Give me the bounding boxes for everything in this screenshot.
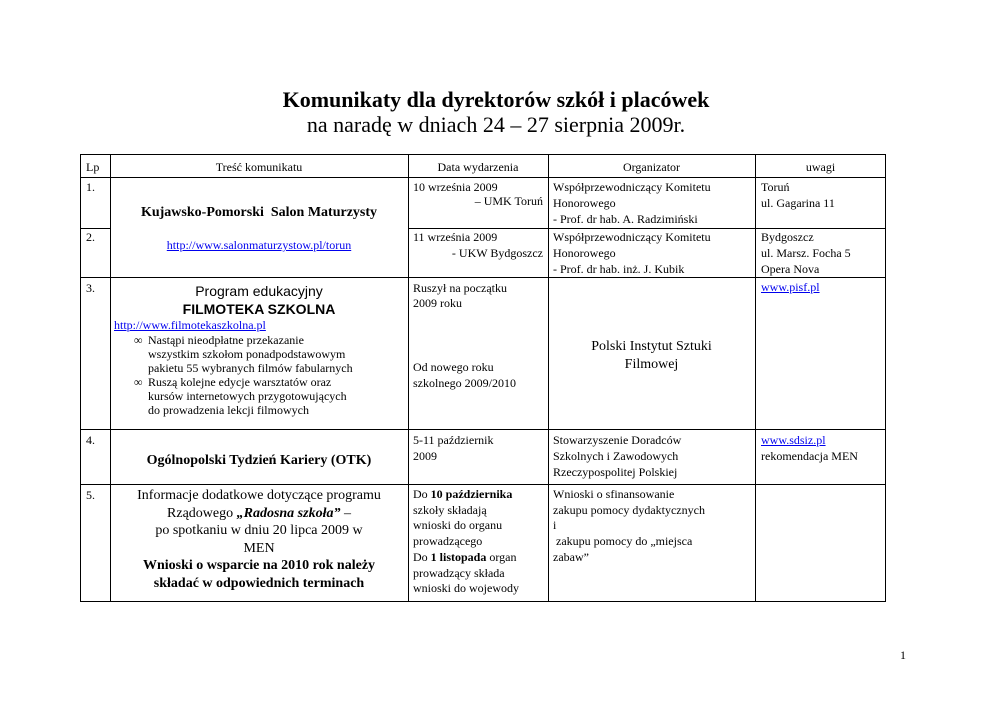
row3-date-b-line1: Od nowego roku <box>413 360 494 374</box>
row5-organizer-line1: Wnioski o sfinansowanie <box>553 487 675 501</box>
row1-notes-line2: ul. Gagarina 11 <box>761 196 835 210</box>
row1-date-line1: 10 września 2009 <box>413 180 498 194</box>
salon-maturzysty-title: Kujawsko-Pomorski Salon Maturzysty <box>140 205 378 220</box>
radosna-line4: MEN <box>243 540 275 556</box>
row5-date-line5-a: Do <box>413 549 431 564</box>
radosna-szkola-block <box>110 487 408 592</box>
infinity-bullet-icon: ∞ <box>134 333 143 347</box>
bullet2-line3: do prowadzenia lekcji filmowych <box>148 403 309 417</box>
row-divider <box>80 429 886 430</box>
row1-organizer-line3: - Prof. dr hab. A. Radzimiński <box>553 212 698 226</box>
filmoteka-link-wrap <box>114 318 266 332</box>
bullet1-line3: pakietu 55 wybranych filmów fabularnych <box>148 361 353 375</box>
row-divider <box>80 228 110 229</box>
row5-organizer-line5: zabaw” <box>553 549 589 564</box>
salon-maturzysty-link[interactable]: http://www.salonmaturzystow.pl/torun <box>166 238 352 252</box>
row5-date-line5-c: organ <box>486 549 517 564</box>
row1-date-line2: – UMK Toruń <box>474 194 543 208</box>
row1-organizer-line1: Współprzewodniczący Komitetu <box>553 180 711 194</box>
row5-organizer-block <box>553 487 705 566</box>
row4-organizer-line3: Rzeczypospolitej Polskiej <box>553 465 678 479</box>
radosna-line5: Wnioski o wsparcie na 2010 rok należy <box>142 558 376 573</box>
row5-organizer-line2: zakupu pomocy dydaktycznych <box>553 502 705 517</box>
bullet2-line1: Ruszą kolejne edycje warsztatów oraz <box>148 375 332 389</box>
row5-organizer-line3: i <box>553 518 557 533</box>
document-subtitle: na naradę w dniach 24 – 27 sierpnia 2009r. <box>306 112 686 137</box>
row2-date-line2: - UKW Bydgoszcz <box>451 246 543 260</box>
row5-date-block <box>413 487 519 597</box>
row3-date-b-line2: szkolnego 2009/2010 <box>413 376 516 390</box>
header-notes: uwagi <box>805 160 836 174</box>
col-divider <box>408 154 409 602</box>
row2-date-line1: 11 września 2009 <box>413 230 498 244</box>
sdsiz-link[interactable]: www.sdsiz.pl <box>761 433 826 447</box>
row-divider <box>80 484 886 485</box>
salon-maturzysty-link-wrap <box>110 238 408 252</box>
radosna-line6: składać w odpowiednich terminach <box>153 575 365 591</box>
row1-notes-line1: Toruń <box>761 180 790 194</box>
infinity-bullet-icon: ∞ <box>134 375 143 389</box>
row5-date-line1-a: Do <box>413 487 431 501</box>
radosna-line2-a: Rządowego <box>167 505 237 521</box>
row5-organizer-line4: zakupu pomocy do „miejsca <box>556 534 693 549</box>
radosna-line1: Informacje dodatkowe dotyczące programu <box>137 488 381 503</box>
list-item <box>114 333 408 375</box>
col-divider <box>755 154 756 602</box>
row2-notes-line3: Opera Nova <box>761 262 820 276</box>
row4-organizer-line2: Szkolnych i Zawodowych <box>553 449 679 463</box>
row5-date-oct10: 10 października <box>430 487 513 501</box>
row5-date-line7: wnioski do wojewody <box>413 581 519 596</box>
row4-lp: 4. <box>86 433 95 447</box>
bullet2-line2: kursów internetowych przygotowujących <box>148 389 347 403</box>
row3-organizer-line1: Polski Instytut Sztuki <box>591 339 712 354</box>
otk-title: Ogólnopolski Tydzień Kariery (OTK) <box>146 453 372 468</box>
row2-organizer-line3: - Prof. dr hab. inż. J. Kubik <box>553 262 685 276</box>
filmoteka-link[interactable]: http://www.filmotekaszkolna.pl <box>114 318 266 332</box>
document-title: Komunikaty dla dyrektorów szkół i placówek <box>282 87 710 112</box>
header-organizer: Organizator <box>622 160 681 174</box>
row3-date-a-line2: 2009 roku <box>413 296 462 310</box>
radosna-line3: po spotkaniu w dniu 20 lipca 2009 w <box>155 523 363 538</box>
sdsiz-link-wrap <box>761 433 826 447</box>
row3-organizer-line2: Filmowej <box>624 357 679 372</box>
radosna-line2-c: – <box>340 505 351 521</box>
row5-date-line1 <box>413 487 519 503</box>
row3-date-a-line1: Ruszył na początku <box>413 281 507 295</box>
row2-notes-line1: Bydgoszcz <box>761 230 814 244</box>
row-divider <box>80 277 886 278</box>
row4-date-line2: 2009 <box>413 449 437 463</box>
row2-notes-line2: ul. Marsz. Focha 5 <box>761 246 851 260</box>
filmoteka-title: FILMOTEKA SZKOLNA <box>182 301 336 317</box>
row5-date-line4: prowadzącego <box>413 534 483 549</box>
header-content: Treść komunikatu <box>215 160 303 174</box>
header-date: Data wydarzenia <box>437 160 519 174</box>
row1-lp: 1. <box>86 180 95 194</box>
row4-date-line1: 5-11 październik <box>413 433 494 447</box>
row5-date-line2: szkoły składają <box>413 502 487 517</box>
row5-date-line5 <box>413 550 519 566</box>
pisf-link[interactable]: www.pisf.pl <box>761 280 820 294</box>
filmoteka-bullet-list <box>114 333 408 417</box>
col-divider <box>548 154 549 602</box>
row5-date-line3: wnioski do organu <box>413 518 503 533</box>
page-number: 1 <box>900 648 906 662</box>
row2-organizer-line2: Honorowego <box>553 246 616 260</box>
row5-lp: 5. <box>86 488 95 502</box>
header-lp: Lp <box>86 160 100 174</box>
radosna-line2 <box>110 505 408 523</box>
radosna-program-name: „Radosna szkoła” <box>236 505 341 521</box>
row4-notes: rekomendacja MEN <box>761 449 858 463</box>
row2-organizer-line1: Współprzewodniczący Komitetu <box>553 230 711 244</box>
header-row-divider <box>80 177 886 178</box>
bullet1-line1: Nastąpi nieodpłatne przekazanie <box>148 333 304 347</box>
row3-lp: 3. <box>86 281 95 295</box>
bullet1-line2: wszystkim szkołom ponadpodstawowym <box>148 347 346 361</box>
list-item <box>114 375 408 417</box>
pisf-link-wrap <box>761 280 820 294</box>
row1-organizer-line2: Honorowego <box>553 196 616 210</box>
row5-date-line6: prowadzący składa <box>413 565 505 580</box>
row2-lp: 2. <box>86 230 95 244</box>
row5-date-nov1: 1 listopada <box>430 549 487 564</box>
row-divider <box>408 228 886 229</box>
filmoteka-program-label: Program edukacyjny <box>195 283 323 299</box>
row4-organizer-line1: Stowarzyszenie Doradców <box>553 433 682 447</box>
